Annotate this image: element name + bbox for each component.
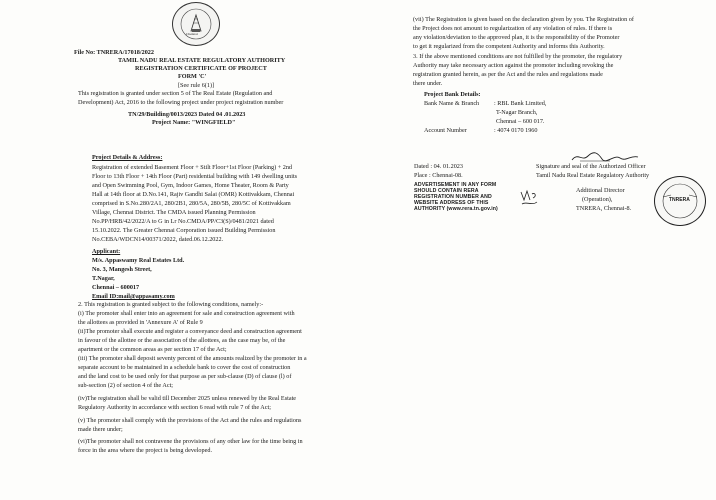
officer-department: (Operation), <box>582 196 613 203</box>
authority-name: TAMIL NADU REAL ESTATE REGULATORY AUTHORITY <box>118 57 286 64</box>
details-line: No.PP/HRB/42/2022/A to G in Lr No.CMDA/PP/C3(S)/0481/2021 dated <box>92 218 274 225</box>
condition-line: apartment or the common areas as per section 17 of the Act; <box>78 346 227 353</box>
signature-icon <box>570 150 640 164</box>
certificate-title: REGISTRATION CERTIFICATE OF PROJECT <box>135 65 267 72</box>
file-number: File No: TNRERA/17018/2022 <box>74 49 154 56</box>
registration-number: TN/29/Building/0013/2023 Dated 04 .01.2023 <box>128 111 246 118</box>
bank-name-value: : RBL Bank Limited, <box>494 100 547 107</box>
applicant-line: No. 3, Mangesh Street, <box>92 266 152 273</box>
applicant-email[interactable]: Email ID:mail@appasamy.com <box>92 293 175 300</box>
condition-vii-line: the Project does not amount to regularization of any violation of rules. If there is <box>413 25 613 32</box>
project-details-heading: Project Details & Address: <box>92 154 163 161</box>
grant-statement-1: This registration is granted under section 5 of The Real Estate (Regulation and <box>78 90 273 97</box>
details-line: Village, Chennai District. The CMDA issued Planning Permission <box>92 209 256 216</box>
form-label: FORM 'C' <box>178 73 207 80</box>
condition-line: in favour of the allottee or the association of the allottees, as the case may be, of the <box>78 337 286 344</box>
details-line: 15.10.2022. The Greater Chennai Corporation issued Building Permission <box>92 227 276 234</box>
applicant-line: M/s. Appaswamy Real Estates Ltd. <box>92 257 185 264</box>
signature-caption-2: Tamil Nadu Real Estate Regulatory Authority <box>536 172 650 179</box>
stamp-line: REGISTRATION NUMBER AND <box>414 194 492 200</box>
condition-line: (i) The promoter shall enter into an agreement for sale and construction agreement with <box>78 310 295 317</box>
details-line: Registration of extended Basement Floor + Stilt Floor+1st Floor (Parking) + 2nd <box>92 164 293 171</box>
condition-line: sub-section (2) of section 4 of the Act; <box>78 382 174 389</box>
stamp-line: AUTHORITY (www.rera.tn.gov.in) <box>414 206 498 212</box>
details-line: No.CEBA/WDCN14/00371/2022, dated.06.12.2022. <box>92 236 224 243</box>
account-number-value: : 4074 0170 1960 <box>494 127 538 134</box>
condition-3-line: Authority may take necessary action against the promoter including revoking the <box>413 62 614 69</box>
condition-line: (iii) The promoter shall deposit seventy percent of the amounts realized by the promoter in a <box>78 355 307 362</box>
bank-city-value: Chennai – 600 017. <box>496 118 545 125</box>
condition-3-line: there under. <box>413 80 443 87</box>
issue-place: Place : Chennai-08. <box>414 172 463 179</box>
officer-office: TNRERA, Chennai-8. <box>576 205 632 212</box>
condition-line: (ii)The promoter shall execute and register a conveyance deed and construction agreement <box>78 328 302 335</box>
conditions-intro: 2. This registration is granted subject to the following conditions, namely:- <box>78 301 264 308</box>
applicant-line: Chennai – 600017 <box>92 284 140 291</box>
project-name: Project Name: "WINGFIELD" <box>152 119 236 126</box>
stamp-line: SHOULD CONTAIN RERA <box>414 188 479 194</box>
authority-seal-bottom <box>654 176 706 226</box>
details-line: Floor to 13th Floor + 14th Floor (Part) residential building with 149 dwelling units <box>92 173 298 180</box>
bank-name-label: Bank Name & Branch <box>424 100 480 107</box>
applicant-heading: Applicant: <box>92 248 121 255</box>
condition-line: Regulatory Authority in accordance with section 6 read with rule 7 of the Act; <box>78 404 271 411</box>
condition-line: and the land cost to be used only for that purpose as per sub-clause (D) of clause (l) of <box>78 373 292 380</box>
condition-line: (v) The promoter shall comply with the provisions of the Act and the rules and regulations <box>78 417 302 424</box>
details-line: and Open Swimming Pool, Gym, Indoor Games, Home Theater, Room & Party <box>92 182 289 189</box>
grant-statement-2: Development) Act, 2016 to the following project under project registration number <box>78 99 284 106</box>
condition-line: (vi)The promoter shall not contravene the provisions of any other law for the time being in <box>78 438 303 445</box>
authority-seal-top <box>172 2 220 46</box>
condition-vii-line: any violation/deviation to the approved plan, it is the responsibility of the Promoter <box>413 34 620 41</box>
emblem-icon <box>173 3 219 45</box>
issue-date: Dated : 04. 01.2023 <box>414 163 463 170</box>
condition-line: force in the area where the project is being developed. <box>78 447 213 454</box>
bank-details-heading: Project Bank Details: <box>424 91 481 98</box>
details-line: Hall at 14th floor at D.No.141, Rajiv Gandhi Salai (OMR) Kottivakkam, Chennai <box>92 191 295 198</box>
stamp-line: ADVERTISEMENT IN ANY FORM <box>414 182 497 188</box>
advertisement-notice-stamp <box>414 182 498 212</box>
account-number-label: Account Number <box>424 127 467 134</box>
bank-branch-value: T-Nagar Branch, <box>496 109 538 116</box>
signature-caption-1: Signature and seal of the Authorized Officer <box>536 163 646 170</box>
condition-vii-line: (vii) The Registration is given based on the declaration given by you. The Registration of <box>413 16 634 23</box>
condition-line: (iv)The registration shall be valid till December 2025 unless renewed by the Real Estate <box>78 395 297 402</box>
details-line: comprised in S.No.280/2A1, 280/2B1, 280/5A, 280/5B, 280/5C of Kottivakkam <box>92 200 291 207</box>
condition-line: the allottees as provided in 'Annexure A' of Rule 9 <box>78 319 203 326</box>
officer-designation: Additional Director <box>576 187 625 194</box>
rule-reference: [See rule 6(1)] <box>178 82 215 89</box>
condition-vii-line: to get it regularized from the competent Authority and informs this Authority. <box>413 43 605 50</box>
initials-icon <box>518 186 540 208</box>
stamp-line: WEBSITE ADDRESS OF THIS <box>414 200 489 206</box>
condition-3-line: 3. If the above mentioned conditions are not fulfilled by the promoter, the regulatory <box>413 53 623 60</box>
condition-line: made there under; <box>78 426 123 433</box>
seal-label: TNRERA <box>669 197 690 203</box>
applicant-line: T.Nagar, <box>92 275 115 282</box>
condition-3-line: registration granted herein, as per the Act and the rules and regulations made <box>413 71 603 78</box>
seal-caption: Chennai <box>186 32 198 36</box>
condition-line: separate account to be maintained in a schedule bank to cover the cost of construction <box>78 364 291 371</box>
